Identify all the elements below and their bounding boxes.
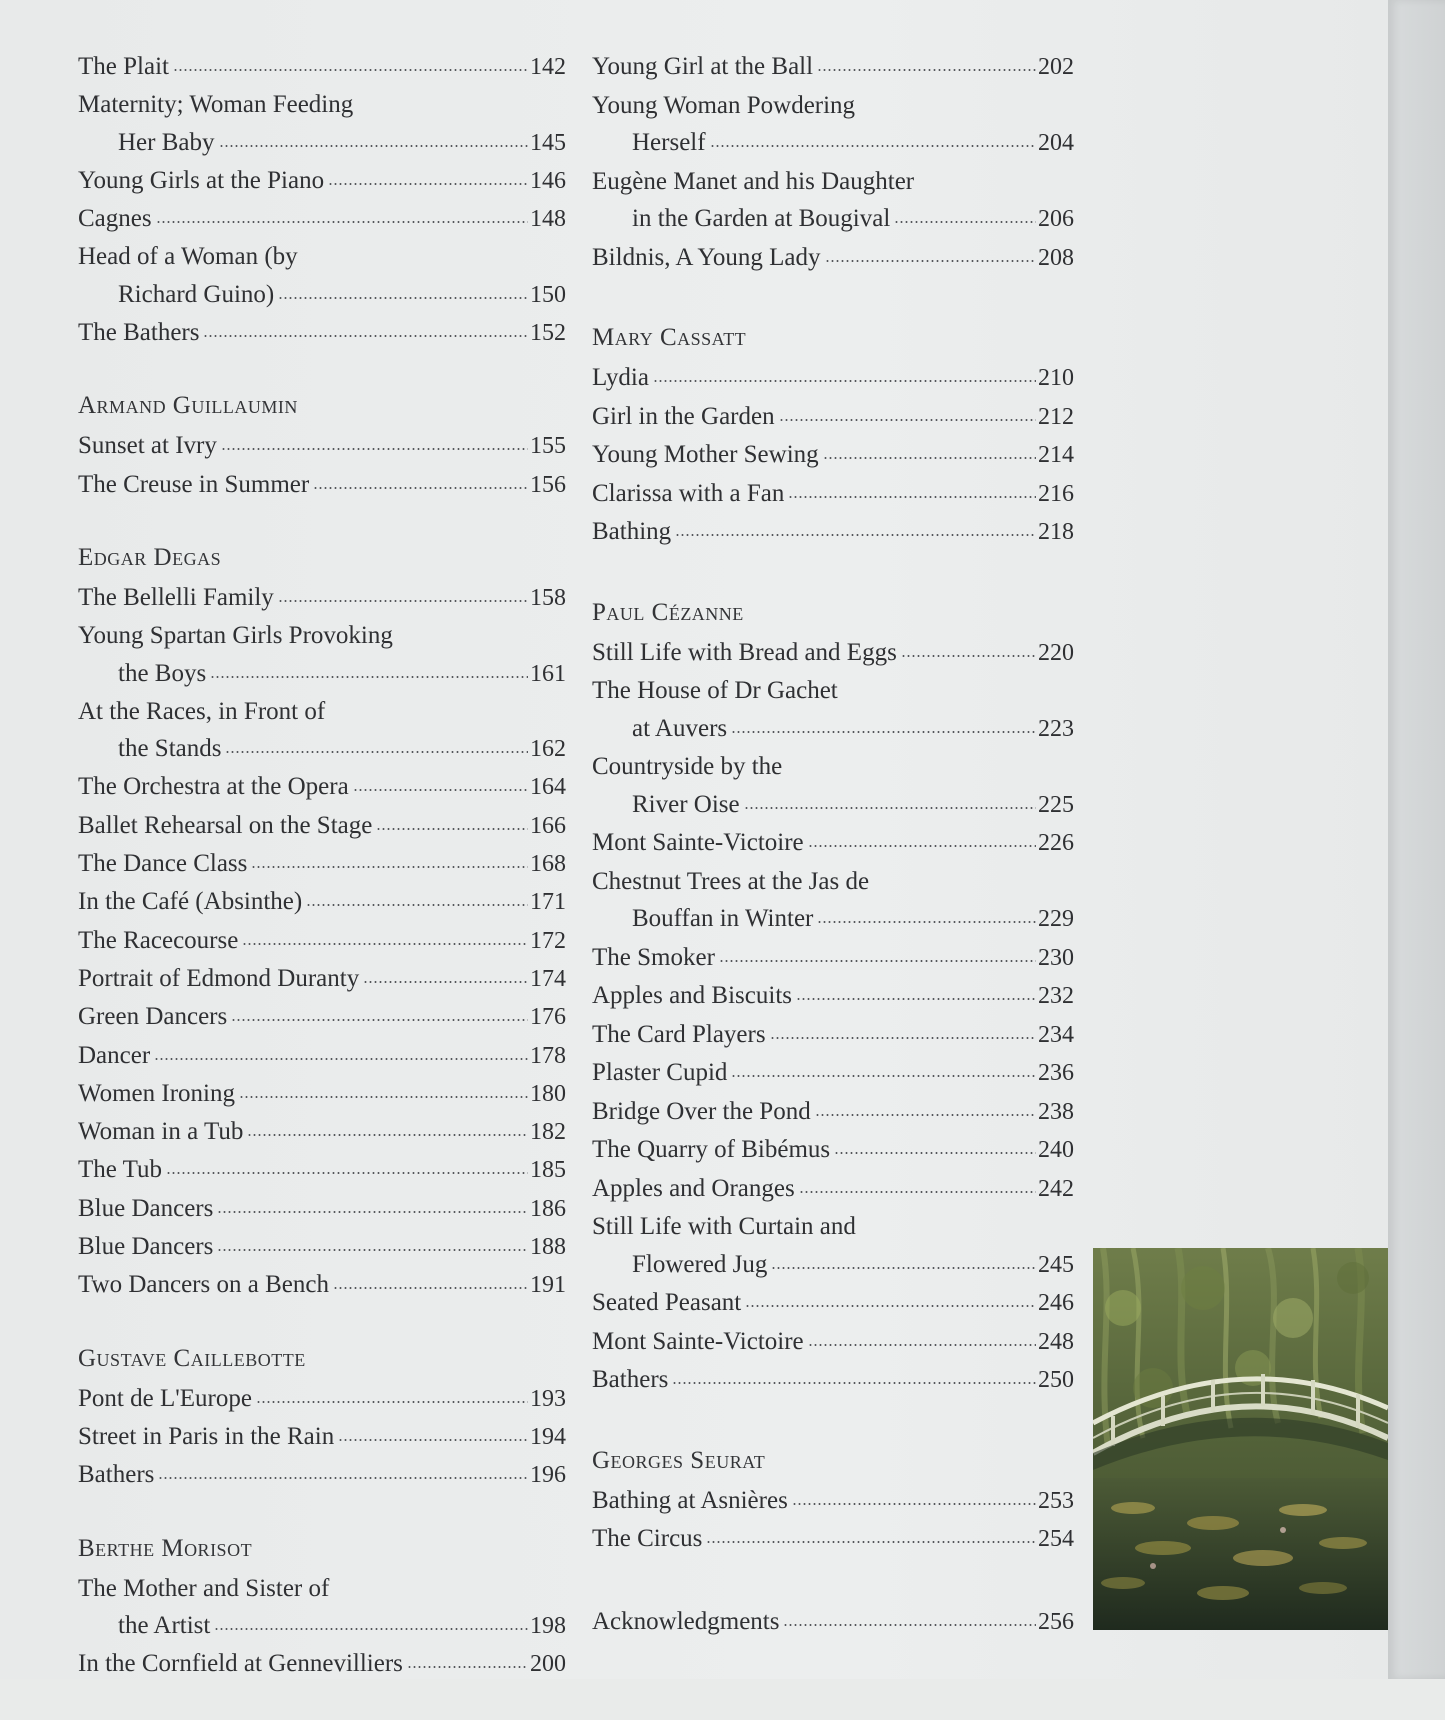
- contents-entry: [78, 1228, 566, 1266]
- entry-title: In the Cornfield at Gennevilliers: [78, 1650, 403, 1678]
- page-number: 214: [1038, 442, 1074, 468]
- contents-section: [592, 48, 1074, 277]
- contents-entry: [78, 617, 566, 693]
- entry-title: The Plait: [78, 53, 169, 80]
- entry-title: Her Baby: [118, 128, 215, 156]
- contents-entry: [78, 427, 566, 465]
- dot-leader: [376, 828, 528, 830]
- entry-title: Young Spartan Girls Provoking: [78, 622, 393, 650]
- dot-leader: [815, 1114, 1036, 1116]
- entry-title: Chestnut Trees at the Jas de: [592, 867, 870, 895]
- contents-section: [78, 541, 566, 1305]
- dot-leader: [799, 1191, 1036, 1193]
- contents-entry: [592, 1170, 1074, 1209]
- entry-title: Acknowledgments: [592, 1607, 780, 1635]
- dot-leader: [242, 943, 528, 945]
- contents-entry: [592, 1603, 1074, 1642]
- entry-title: Bildnis, A Young Lady: [592, 243, 821, 271]
- contents-entry: [592, 87, 1074, 163]
- page-number: 212: [1038, 403, 1074, 430]
- dot-leader: [710, 145, 1036, 147]
- contents-entry: [78, 1418, 566, 1456]
- entry-title: The Bathers: [78, 319, 200, 347]
- page-number: 168: [530, 851, 566, 878]
- entry-title: Portrait of Edmond Duranty: [78, 964, 360, 992]
- page-number: 216: [1038, 480, 1074, 507]
- contents-entry: [78, 998, 566, 1036]
- dot-leader: [808, 1344, 1036, 1346]
- contents-entry: [592, 1208, 1074, 1284]
- dot-leader: [231, 1019, 528, 1021]
- page-number: 245: [1038, 1251, 1074, 1278]
- artist-heading: Paul Cézanne: [592, 598, 744, 626]
- page-number: 185: [530, 1157, 566, 1184]
- dot-leader: [221, 448, 528, 450]
- page-number: 250: [1038, 1367, 1074, 1393]
- dot-leader: [256, 1401, 528, 1403]
- entry-title: Still Life with Curtain and: [592, 1213, 856, 1240]
- page-number: 146: [530, 167, 566, 194]
- page-number: 248: [1038, 1328, 1074, 1355]
- contents-section: [78, 48, 566, 352]
- contents-entry: [592, 1482, 1074, 1521]
- entry-title: Apples and Oranges: [592, 1174, 795, 1202]
- page-number: 240: [1038, 1137, 1074, 1163]
- entry-title: Girl in the Garden: [592, 402, 775, 430]
- contents-entry: [592, 672, 1074, 748]
- contents-entry: [592, 634, 1074, 673]
- contents-entry: [592, 1284, 1074, 1323]
- dot-leader: [788, 496, 1036, 498]
- artist-heading: Gustave Caillebotte: [78, 1344, 306, 1372]
- page-number: 225: [1038, 791, 1074, 818]
- dot-leader: [214, 1628, 528, 1630]
- entry-title: Apples and Biscuits: [592, 982, 792, 1009]
- entry-title: Pont de L'Europe: [78, 1384, 252, 1412]
- contents-column-left: [78, 48, 566, 1720]
- page-number: 150: [530, 281, 566, 308]
- dot-leader: [719, 960, 1036, 962]
- contents-entry: [592, 239, 1074, 278]
- entry-title: Green Dancers: [78, 1003, 228, 1031]
- page-number: 202: [1038, 54, 1074, 80]
- entry-title: Two Dancers on a Bench: [78, 1271, 329, 1299]
- entry-title: Bathing: [592, 518, 672, 545]
- contents-entry: [78, 1037, 566, 1075]
- entry-title: Bathers: [592, 1366, 669, 1393]
- page-number: 229: [1038, 906, 1074, 932]
- entry-title: Woman in a Tub: [78, 1118, 244, 1146]
- contents-entry: [592, 1361, 1074, 1400]
- entry-title: The Card Players: [592, 1020, 766, 1048]
- page-number: 156: [530, 471, 566, 498]
- entry-title: The Creuse in Summer: [78, 470, 310, 498]
- page-number: 218: [1038, 519, 1074, 545]
- page-number: 256: [1038, 1608, 1074, 1635]
- entry-title: the Boys: [118, 659, 207, 687]
- page-number: 208: [1038, 244, 1074, 271]
- entry-title: Women Ironing: [78, 1079, 235, 1107]
- dot-leader: [823, 457, 1036, 459]
- page-number: 253: [1038, 1487, 1074, 1514]
- page-number: 162: [530, 736, 566, 763]
- page-number: 164: [530, 774, 566, 801]
- entry-title: The Orchestra at the Opera: [78, 773, 349, 801]
- page-number: 220: [1038, 639, 1074, 666]
- entry-title: Flowered Jug: [632, 1250, 768, 1278]
- page-number: 238: [1038, 1098, 1074, 1125]
- contents-entry: [78, 1645, 566, 1683]
- page-number: 186: [530, 1195, 566, 1222]
- dot-leader: [796, 998, 1036, 1000]
- dot-leader: [825, 260, 1036, 262]
- entry-title: In the Café (Absinthe): [78, 888, 303, 916]
- dot-leader: [278, 600, 528, 602]
- dot-leader: [653, 380, 1036, 382]
- contents-entry: [592, 939, 1074, 978]
- dot-leader: [407, 1666, 528, 1668]
- page-number: 234: [1038, 1021, 1074, 1048]
- contents-entry: [592, 1016, 1074, 1055]
- entry-title: Bouffan in Winter: [632, 905, 814, 932]
- dot-leader: [156, 221, 528, 223]
- entry-title: The Mother and Sister of: [78, 1574, 330, 1602]
- contents-entry: [78, 1075, 566, 1113]
- dot-leader: [792, 1503, 1036, 1505]
- contents-entry: [592, 398, 1074, 437]
- contents-section: [592, 1603, 1074, 1642]
- dot-leader: [834, 1152, 1036, 1154]
- dot-leader: [817, 921, 1036, 923]
- dot-leader: [154, 1058, 528, 1060]
- contents-entry: [78, 1190, 566, 1228]
- dot-leader: [675, 534, 1036, 536]
- contents-entry: [78, 162, 566, 200]
- dot-leader: [173, 69, 528, 71]
- contents-entry: [78, 768, 566, 806]
- entry-title: Young Girl at the Ball: [592, 53, 814, 80]
- dot-leader: [731, 1075, 1036, 1077]
- entry-title: Lydia: [592, 364, 649, 391]
- contents-entry: [592, 1520, 1074, 1559]
- dot-leader: [770, 1037, 1036, 1039]
- page-number: 176: [530, 1004, 566, 1031]
- entry-title: Street in Paris in the Rain: [78, 1422, 335, 1450]
- artist-heading: Edgar Degas: [78, 543, 222, 571]
- artist-heading: Georges Seurat: [592, 1446, 766, 1474]
- contents-entry: [78, 1266, 566, 1304]
- dot-leader: [251, 866, 528, 868]
- contents-entry: [78, 314, 566, 352]
- entry-title: Cagnes: [78, 205, 152, 233]
- page-number: 196: [530, 1462, 566, 1489]
- dot-leader: [158, 1477, 528, 1479]
- entry-title: Blue Dancers: [78, 1233, 214, 1261]
- contents-section: [592, 596, 1074, 1400]
- contents-entry: [592, 1054, 1074, 1093]
- dot-leader: [225, 751, 528, 753]
- entry-title: at Auvers: [632, 714, 728, 742]
- dot-leader: [672, 1382, 1036, 1384]
- dot-leader: [353, 789, 528, 791]
- artist-heading: Mary Cassatt: [592, 324, 747, 351]
- entry-title: The Quarry of Bibémus: [592, 1136, 831, 1163]
- page-number: 171: [530, 889, 566, 916]
- contents-entry: [78, 693, 566, 769]
- entry-title: The Circus: [592, 1525, 703, 1552]
- contents-entry: [592, 863, 1074, 939]
- contents-entry: [78, 922, 566, 960]
- entry-title: Clarissa with a Fan: [592, 479, 785, 507]
- dot-leader: [333, 1287, 528, 1289]
- contents-entry: [78, 200, 566, 238]
- contents-column-right: [592, 48, 1074, 1685]
- adjacent-page-edge: [1388, 0, 1445, 1679]
- dot-leader: [744, 807, 1036, 809]
- dot-leader: [219, 145, 529, 147]
- dot-leader: [239, 1096, 528, 1098]
- entry-title: Sunset at Ivry: [78, 432, 217, 460]
- contents-entry: [592, 1131, 1074, 1170]
- page-number: 172: [530, 927, 566, 954]
- contents-entry: [78, 238, 566, 314]
- entry-title: in the Garden at Bougival: [632, 205, 891, 232]
- contents-entry: [592, 1323, 1074, 1362]
- contents-entry: [592, 475, 1074, 514]
- contents-entry: [78, 48, 566, 86]
- page-number: 242: [1038, 1175, 1074, 1202]
- page-number: 232: [1038, 983, 1074, 1009]
- entry-title: The House of Dr Gachet: [592, 677, 838, 704]
- dot-leader: [166, 1172, 528, 1174]
- entry-title: Blue Dancers: [78, 1194, 214, 1222]
- page-number: 178: [530, 1042, 566, 1069]
- page-number: 191: [530, 1272, 566, 1299]
- contents-entry: [592, 748, 1074, 824]
- contents-entry: [78, 807, 566, 845]
- contents-section: [592, 321, 1074, 552]
- dot-leader: [706, 1541, 1036, 1543]
- dot-leader: [817, 69, 1036, 71]
- entry-title: Young Girls at the Piano: [78, 166, 325, 194]
- page-number: 145: [530, 129, 566, 156]
- contents-entry: [592, 977, 1074, 1016]
- artist-heading: Berthe Morisot: [78, 1534, 253, 1562]
- entry-title: The Bellelli Family: [78, 583, 274, 611]
- dot-leader: [217, 1211, 528, 1213]
- entry-title: The Smoker: [592, 943, 715, 971]
- entry-title: Bathers: [78, 1461, 155, 1489]
- page-number: 142: [530, 54, 566, 80]
- page-number: 254: [1038, 1526, 1074, 1552]
- entry-title: Seated Peasant: [592, 1289, 742, 1316]
- contents-entry: [78, 466, 566, 504]
- contents-entry: [78, 960, 566, 998]
- contents-entry: [78, 86, 566, 162]
- contents-entry: [592, 359, 1074, 398]
- page-number: 155: [530, 433, 566, 460]
- contents-entry: [78, 1113, 566, 1151]
- page-number: 230: [1038, 944, 1074, 971]
- dot-leader: [328, 183, 528, 185]
- entry-title: Herself: [632, 129, 706, 156]
- entry-title: Mont Sainte-Victoire: [592, 829, 804, 856]
- dot-leader: [894, 221, 1036, 223]
- page-number: 198: [530, 1612, 566, 1639]
- contents-section: [78, 389, 566, 504]
- entry-title: Eugène Manet and his Daughter: [592, 167, 915, 195]
- page-number: 180: [530, 1080, 566, 1107]
- entry-title: The Dance Class: [78, 850, 248, 878]
- entry-title: At the Races, in Front of: [78, 697, 326, 725]
- dot-leader: [901, 655, 1036, 657]
- page-number: 204: [1038, 130, 1074, 156]
- contents-section: [78, 1532, 566, 1684]
- page-number: 200: [530, 1651, 566, 1678]
- contents-entry: [78, 1570, 566, 1646]
- dot-leader: [779, 419, 1036, 421]
- dot-leader: [313, 487, 528, 489]
- page-number: 210: [1038, 365, 1074, 391]
- dot-leader: [247, 1134, 528, 1136]
- entry-title: Head of a Woman (by: [78, 243, 298, 271]
- contents-section: [592, 1444, 1074, 1559]
- page-number: 174: [530, 965, 566, 992]
- page-number: 236: [1038, 1060, 1074, 1086]
- entry-title: The Racecourse: [78, 926, 239, 954]
- contents-entry: [592, 436, 1074, 475]
- contents-entry: [78, 883, 566, 921]
- entry-title: Richard Guino): [118, 280, 275, 308]
- page-number: 246: [1038, 1290, 1074, 1316]
- page-number: 182: [530, 1119, 566, 1146]
- dot-leader: [731, 731, 1036, 733]
- page-number: 166: [530, 812, 566, 839]
- contents-entry: [592, 1093, 1074, 1132]
- page-number: 161: [530, 660, 566, 687]
- entry-title: Countryside by the: [592, 753, 783, 780]
- contents-entry: [78, 1151, 566, 1189]
- entry-title: the Stands: [118, 735, 222, 763]
- page-number: 158: [530, 584, 566, 611]
- contents-entry: [592, 513, 1074, 552]
- page-number: 206: [1038, 206, 1074, 232]
- contents-entry: [592, 163, 1074, 239]
- dot-leader: [745, 1305, 1036, 1307]
- entry-title: Still Life with Bread and Eggs: [592, 638, 897, 666]
- entry-title: The Tub: [78, 1156, 163, 1184]
- dot-leader: [783, 1624, 1036, 1626]
- dot-leader: [771, 1267, 1036, 1269]
- contents-entry: [592, 48, 1074, 87]
- contents-entry: [592, 824, 1074, 863]
- entry-title: Bathing at Asnières: [592, 1486, 788, 1514]
- entry-title: Dancer: [78, 1041, 151, 1069]
- page-number: 148: [530, 206, 566, 233]
- page-number: 193: [530, 1385, 566, 1412]
- page-number: 188: [530, 1234, 566, 1261]
- contents-entry: [78, 1380, 566, 1418]
- page-number: 194: [530, 1423, 566, 1450]
- page-number: 223: [1038, 715, 1074, 742]
- dot-leader: [808, 845, 1036, 847]
- entry-title: Mont Sainte-Victoire: [592, 1327, 804, 1355]
- entry-title: Bridge Over the Pond: [592, 1097, 811, 1125]
- dot-leader: [338, 1439, 528, 1441]
- contents-section: [78, 1342, 566, 1495]
- dot-leader: [363, 981, 528, 983]
- dot-leader: [278, 297, 528, 299]
- entry-title: the Artist: [118, 1611, 211, 1639]
- dot-leader: [217, 1249, 528, 1251]
- entry-title: Ballet Rehearsal on the Stage: [78, 811, 373, 839]
- page-number: 226: [1038, 830, 1074, 856]
- dot-leader: [306, 904, 528, 906]
- entry-title: River Oise: [632, 790, 740, 818]
- entry-title: Young Woman Powdering: [592, 91, 856, 119]
- dot-leader: [203, 335, 528, 337]
- japanese-footbridge-painting-icon: [1093, 1248, 1388, 1630]
- entry-title: Plaster Cupid: [592, 1059, 728, 1086]
- entry-title: Maternity; Woman Feeding: [78, 91, 354, 119]
- contents-entry: [78, 1456, 566, 1494]
- contents-entry: [78, 845, 566, 883]
- dot-leader: [210, 676, 528, 678]
- page-number: 152: [530, 320, 566, 347]
- entry-title: Young Mother Sewing: [592, 441, 819, 468]
- artist-heading: Armand Guillaumin: [78, 392, 298, 420]
- contents-entry: [78, 579, 566, 617]
